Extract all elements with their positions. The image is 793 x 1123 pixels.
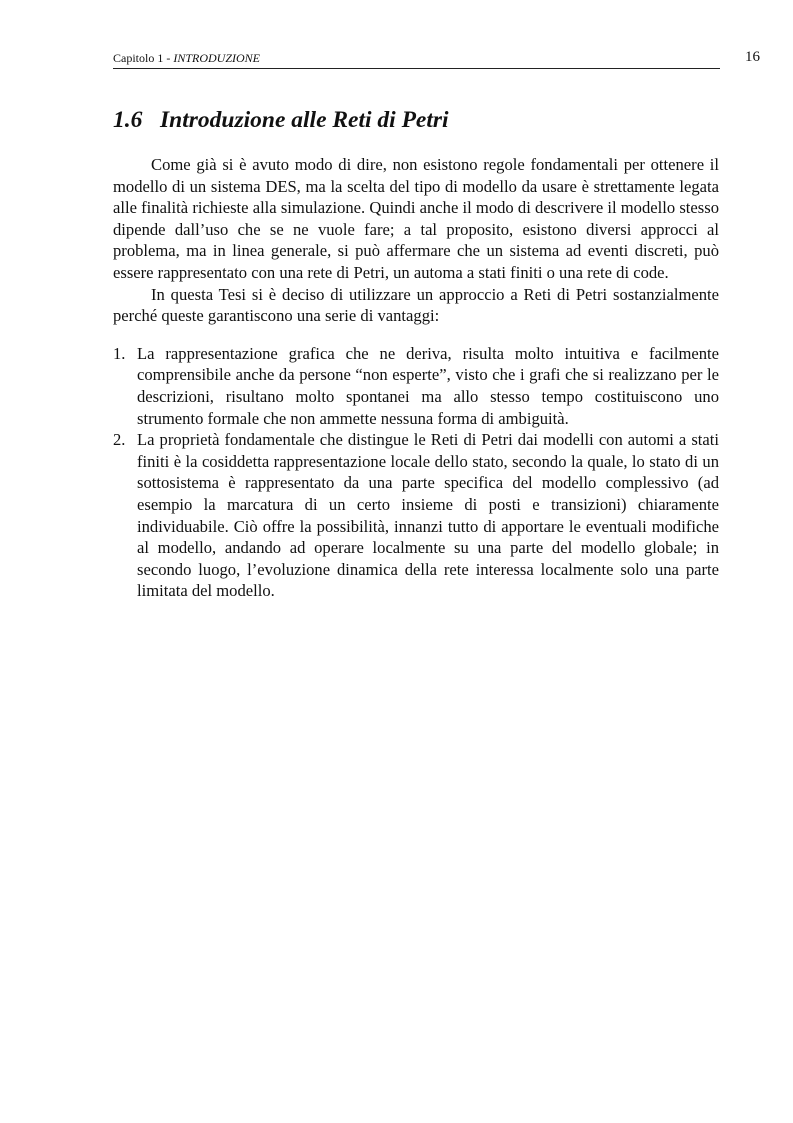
list-item-text: La rappresentazione grafica che ne deriva, risulta molto intuitiva e facilmente comprensibile anche da persone “non esperte”, visto che i grafi che si realizzano per le descrizioni, risultano molto spontanei ma allo stesso tempo costituiscono uno strumento formale che non ammette nessuna forma di ambiguità. xyxy=(137,343,719,428)
body-text xyxy=(113,154,719,602)
chapter-title: INTRODUZIONE xyxy=(173,51,260,65)
paragraph: Come già si è avuto modo di dire, non esistono regole fondamentali per ottenere il modello di un sistema DES, ma la scelta del tipo di modello da usare è strettamente legata alle finalità richieste alla simulazione. Quindi anche il modo di descrivere il modello stesso dipende dall’uso che se ne vuole fare; a tal proposito, esistono diversi approcci al problema, ma in linea generale, si può affermare che un sistema ad eventi discreti, può essere rappresentato con una rete di Petri, un automa a stati finiti o una rete di code. xyxy=(113,155,719,282)
advantages-list xyxy=(113,343,719,602)
chapter-prefix: Capitolo 1 - xyxy=(113,51,174,65)
section-number: 1.6 xyxy=(113,107,143,133)
list-marker: 2. xyxy=(113,430,126,450)
chapter-label xyxy=(113,49,260,67)
list-marker: 1. xyxy=(113,343,126,363)
section-title: Introduzione alle Reti di Petri xyxy=(160,107,449,133)
page-number: 16 xyxy=(745,49,760,65)
section-heading xyxy=(113,105,720,135)
running-header xyxy=(113,50,720,69)
list-item xyxy=(113,429,719,602)
list-item xyxy=(113,343,719,429)
paragraph: In questa Tesi si è deciso di utilizzare un approccio a Reti di Petri sostanzialmente perché queste garantiscono una serie di vantaggi: xyxy=(113,284,719,326)
list-item-text: La proprietà fondamentale che distingue le Reti di Petri dai modelli con automi a stati finiti è la cosiddetta rappresentazione locale dello stato, secondo la quale, lo stato di un sottosistema è rappresentato da una parte specifica del modello complessivo (ad esempio la marcatura di un certo insieme di posti e transizioni) chiaramente individuabile. Ciò offre la possibilità, innanzi tutto di apportare le eventuali modifiche al modello, andando ad operare localmente su una parte del modello globale; in secondo luogo, l’evoluzione dinamica della rete interessa localmente solo una parte limitata del modello. xyxy=(137,430,719,601)
